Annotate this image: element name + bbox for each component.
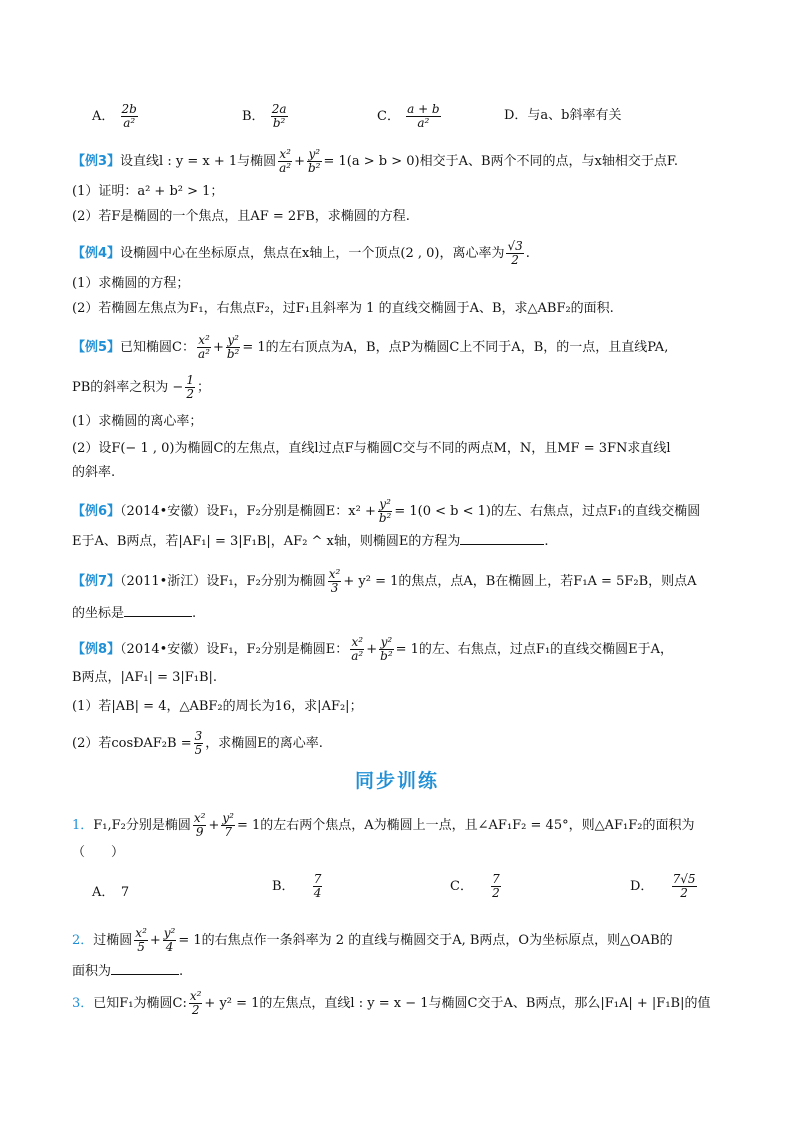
option-b [242,103,290,130]
example-tag: 【例3】 [72,154,121,169]
example-3-stem [72,148,678,175]
fraction-numerator: x² [328,567,341,581]
fraction-numerator: y² [308,147,321,161]
fraction-denominator: 4 [313,886,322,900]
text: E于A、B两点，若|AF₁| = 3|F₁B|，AF₂ ^ x轴，则椭圆E的方程为 [72,534,461,549]
fraction-denominator: 5 [194,743,203,757]
fraction [197,334,211,361]
fraction [278,148,292,175]
example-7-stem [72,568,697,595]
example-5-line2 [72,374,210,401]
problem-1-option-a[interactable]: A． 7 [92,885,130,900]
fraction-denominator: 3 [330,581,339,595]
option-d: D．与a、b斜率有关 [504,108,622,123]
problem-3-stem [72,990,710,1017]
fraction-numerator: 7 [313,872,322,886]
text: = 1的左右顶点为A，B，点P为椭圆C上不同于A，B，的一点，且直线PA, [242,340,669,355]
fraction-numerator: 7 [492,872,500,886]
source-label: （2014•安徽） [120,642,207,657]
fraction-denominator: 2 [186,387,194,401]
problem-number: 2． [72,933,94,948]
fraction [307,148,322,175]
fraction [313,873,323,900]
fraction [121,103,138,130]
section-heading: 同步训练 [354,770,439,792]
fraction [378,498,393,525]
option-label: C． [450,879,473,894]
operator: + [149,933,161,948]
problem-1-paren: （ ） [72,845,125,860]
example-5-q2: (2）设F(− 1 , 0)为椭圆C的左焦点，直线l过点F与椭圆C交与不同的两点M，N，且MF = 3FN求直线l [72,441,671,456]
fraction-numerator: √3 [507,239,523,253]
text: 设F₁，F₂分别为椭圆 [206,574,326,589]
operator: + [208,818,220,833]
fraction-denominator: b² [380,649,393,663]
fraction [194,730,204,757]
option-label: B． [242,109,265,124]
text: + y² = 1的左焦点，直线l : y = x − 1与椭圆C交于A、B两点，那么|F₁A| + |F₁B|的值 [204,996,711,1011]
fraction-numerator: y² [379,497,391,511]
text: . [179,964,184,979]
fraction-numerator: x² [135,926,147,940]
text: . [525,246,530,261]
example-8-q1: (1）若|AB| = 4，△ABF₂的周长为16，求|AF₂|； [72,699,363,714]
text: = 1(a > b > 0)相交于A、B两个不同的点，与x轴相交于点F. [323,154,678,169]
fraction-numerator: x² [351,635,364,649]
fraction-denominator: 2 [191,1003,200,1017]
text: 设直线l : y = x + 1与椭圆 [120,154,277,169]
problem-number: 1． [72,818,94,833]
example-8-stem [72,636,673,663]
fraction-denominator: 7 [224,825,232,839]
text: F₁,F₂分别是椭圆 [93,818,191,833]
problem-1-option-d[interactable] [630,873,699,900]
example-6-stem [72,498,700,525]
example-tag: 【例7】 [72,574,121,589]
fraction [491,873,501,900]
fraction [271,103,288,130]
text: . [192,606,197,621]
example-3-q1: (1）证明：a² + b² > 1； [72,184,224,199]
text: (2）若cosÐAF₂B = [72,736,192,751]
operator: + [366,642,378,657]
text: = 1的左、右焦点，过点F₁的直线交椭圆E于A， [395,642,674,657]
fraction [185,374,195,401]
fraction-denominator: a² [279,161,292,175]
fraction-denominator: b² [226,347,240,361]
example-8-q2 [72,730,323,757]
text: ； [196,380,210,395]
option-label: A． [92,109,115,124]
text: 面积为 [72,964,112,979]
text: 设F₁，F₂分别是椭圆E：x² + [206,504,376,519]
example-5-q1: (1）求椭圆的离心率； [72,414,203,429]
option-a [92,103,140,130]
fraction-numerator: 2a [271,102,287,116]
text: + y² = 1的焦点，点A，B在椭圆上，若F₁A = 5F₂B，则点A [343,574,697,589]
fraction-denominator: 2 [511,253,519,267]
fraction [193,812,207,839]
fraction-denominator: 5 [137,940,145,954]
text: = 1的左右两个焦点，A为椭圆上一点，且∠AF₁F₂ = 45°，则△AF₁F₂的面积为 [236,818,695,833]
fraction-numerator: y² [380,635,393,649]
fraction [134,927,148,954]
fraction-denominator: a² [123,116,136,130]
source-label: （2014•安徽） [120,504,207,519]
text: 设F₁，F₂分别是椭圆E： [206,642,349,657]
fraction [221,812,235,839]
text: . [544,534,549,549]
example-tag: 【例8】 [72,642,121,657]
example-4-q2: (2）若椭圆左焦点为F₁，右焦点F₂，过F₁且斜率为 1 的直线交椭圆于A、B，求△ABF₂的面积. [72,301,614,316]
fraction-numerator: 3 [194,729,203,743]
fraction-numerator: a + b [407,102,440,116]
fraction [163,927,177,954]
answer-blank[interactable] [111,960,179,975]
fraction [406,103,441,130]
fraction-numerator: x² [189,989,202,1003]
fraction-denominator: b² [272,116,286,130]
example-4-stem [72,240,530,267]
text: = 1的右焦点作一条斜率为 2 的直线与椭圆交于A, B两点，O为坐标原点，则△OAB的 [178,933,673,948]
fraction-numerator: 2b [121,102,137,116]
fraction [672,873,697,900]
fraction-denominator: b² [308,161,321,175]
fraction-denominator: a² [351,649,364,663]
option-c [377,103,443,130]
operator: + [294,154,305,169]
fraction [350,636,364,663]
problem-1-option-b[interactable] [272,873,324,900]
problem-2-stem [72,927,673,954]
example-4-q1: (1）求椭圆的方程； [72,276,190,291]
text: 的坐标是 [72,606,125,621]
example-6-line2 [72,530,549,552]
fraction-numerator: 1 [186,373,194,387]
option-label: D． [630,879,654,894]
fraction-denominator: 2 [492,886,500,900]
fraction [226,334,241,361]
example-tag: 【例5】 [72,340,121,355]
fraction [328,568,342,595]
example-tag: 【例6】 [72,504,121,519]
option-label: B． [272,879,295,894]
fraction-numerator: x² [279,147,291,161]
fraction-numerator: y² [163,926,176,940]
fraction-denominator: a² [198,347,210,361]
problem-number: 3． [72,996,94,1011]
text: = 1(0 < b < 1)的左、右焦点，过点F₁的直线交椭圆 [394,504,701,519]
example-5-stem [72,334,668,361]
option-label: C． [377,109,400,124]
example-tag: 【例4】 [72,246,121,261]
fraction-denominator: 9 [195,825,204,839]
fraction-denominator: 4 [165,940,174,954]
fraction-denominator: 2 [680,886,688,900]
text: 已知椭圆C： [120,340,195,355]
answer-blank[interactable] [124,602,192,617]
fraction-numerator: y² [222,811,234,825]
source-label: （2011•浙江） [120,574,207,589]
text: 过椭圆 [93,933,133,948]
problem-1-option-c[interactable] [450,873,503,900]
text: ，求椭圆E的离心率. [205,736,323,751]
operator: + [212,340,224,355]
fraction-denominator: a² [417,116,430,130]
fraction [379,636,394,663]
fraction [189,990,203,1017]
text: 已知F₁为椭圆C: [93,996,187,1011]
example-8-line2: B两点，|AF₁| = 3|F₁B|. [72,670,218,685]
fraction-denominator: b² [378,511,392,525]
fraction-numerator: x² [198,333,210,347]
fraction-numerator: 7√5 [672,872,696,886]
problem-2-line2 [72,960,183,982]
example-5-q2-cont: 的斜率. [72,465,116,480]
example-3-q2: (2）若F是椭圆的一个焦点，且AF = 2FB，求椭圆的方程. [72,209,410,224]
fraction [506,240,523,267]
answer-blank[interactable] [460,530,544,545]
example-7-line2 [72,602,196,624]
fraction-numerator: y² [227,333,239,347]
text: 设椭圆中心在坐标原点，焦点在x轴上，一个顶点(2 , 0)，离心率为 [120,246,505,261]
text: PB的斜率之积为 − [72,380,184,395]
fraction-numerator: x² [193,811,206,825]
problem-1-stem [72,812,694,839]
